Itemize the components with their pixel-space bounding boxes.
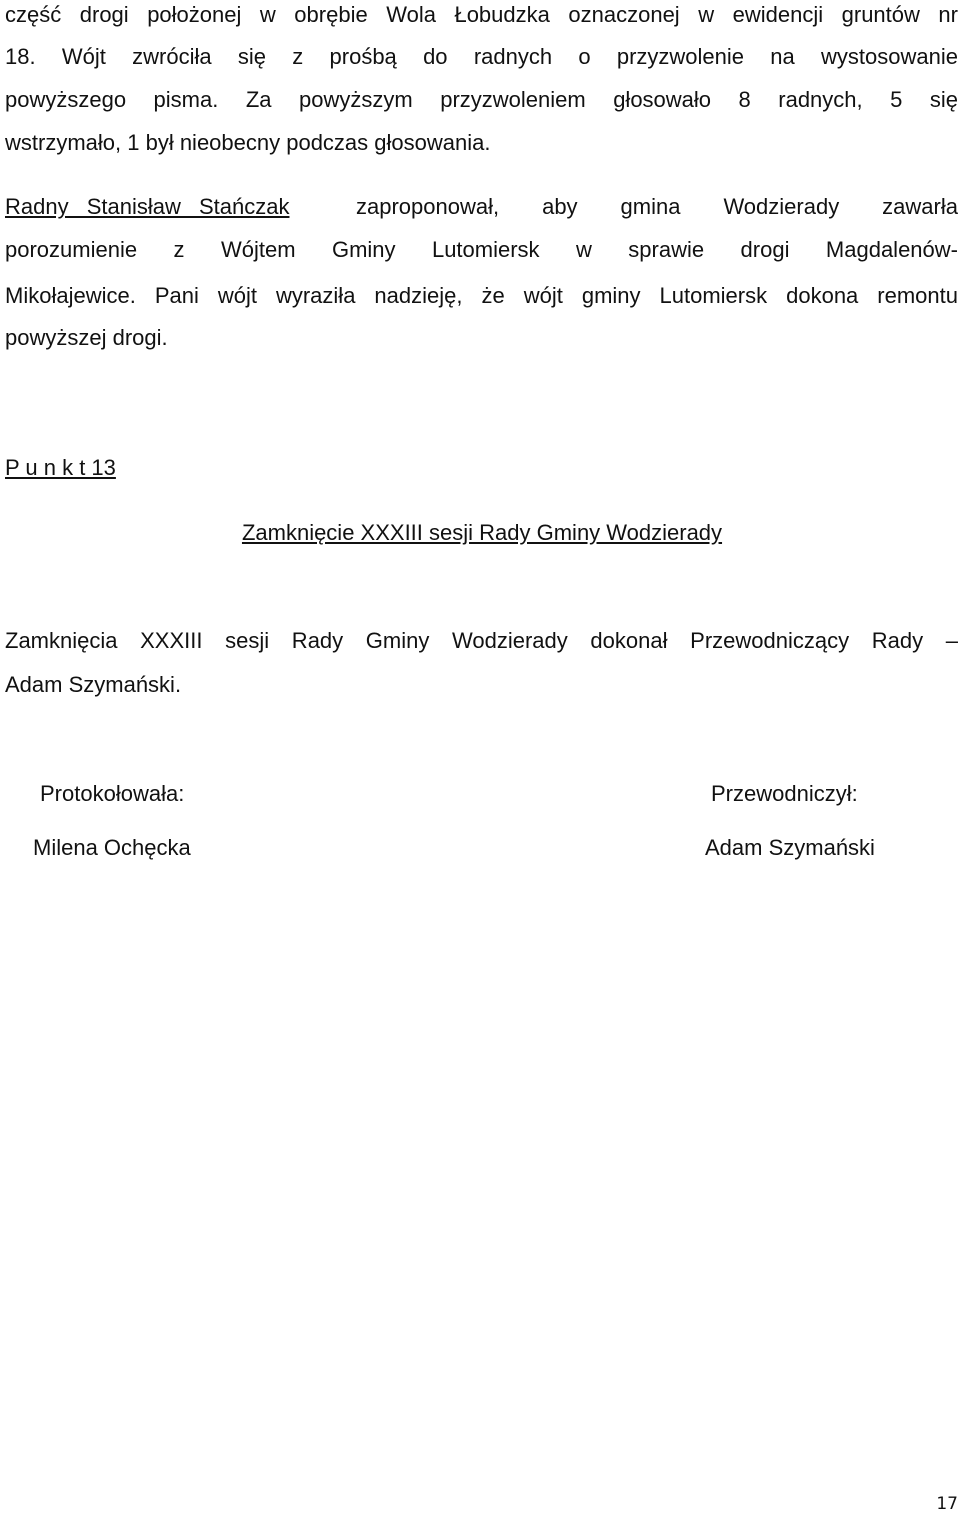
signature-left-name: Milena Ochęcka: [33, 835, 191, 860]
punkt-title: [0, 520, 960, 546]
closing-line2: Adam Szymański.: [5, 672, 182, 697]
punkt-title-text: Zamknięcie XXXIII sesji Rady Gminy Wodzierady: [241, 520, 723, 545]
signature-left-role: Protokołowała:: [40, 781, 185, 806]
councillor-name: Radny Stanisław Stańczak: [5, 194, 290, 219]
paragraph2-line4: powyższej drogi.: [5, 325, 168, 350]
paragraph2-line3: Mikołajewice. Pani wójt wyraziła nadzieję, że wójt gminy Lutomiersk dokona remontu: [5, 283, 958, 308]
paragraph1-line1: część drogi położonej w obrębie Wola Łobudzka oznaczonej w ewidencji gruntów nr: [5, 2, 958, 27]
paragraph1-line2: 18. Wójt zwróciła się z prośbą do radnych o przyzwolenie na wystosowanie: [5, 44, 958, 69]
closing-line1: Zamknięcia XXXIII sesji Rady Gminy Wodzierady dokonał Przewodniczący Rady –: [5, 628, 958, 653]
signature-right-name: Adam Szymański: [705, 835, 875, 860]
paragraph2-line1-rest: zaproponował, aby gmina Wodzierady zawarła: [356, 194, 958, 219]
signature-right-role: Przewodniczył:: [711, 781, 858, 806]
punkt-label: P u n k t 13: [5, 455, 116, 480]
page-number: 17: [936, 1494, 958, 1514]
paragraph1-line3: powyższego pisma. Za powyższym przyzwoleniem głosowało 8 radnych, 5 się: [5, 87, 958, 112]
paragraph1-line4: wstrzymało, 1 był nieobecny podczas głosowania.: [5, 130, 491, 155]
paragraph2-line2: porozumienie z Wójtem Gminy Lutomiersk w sprawie drogi Magdalenów-: [5, 237, 958, 262]
